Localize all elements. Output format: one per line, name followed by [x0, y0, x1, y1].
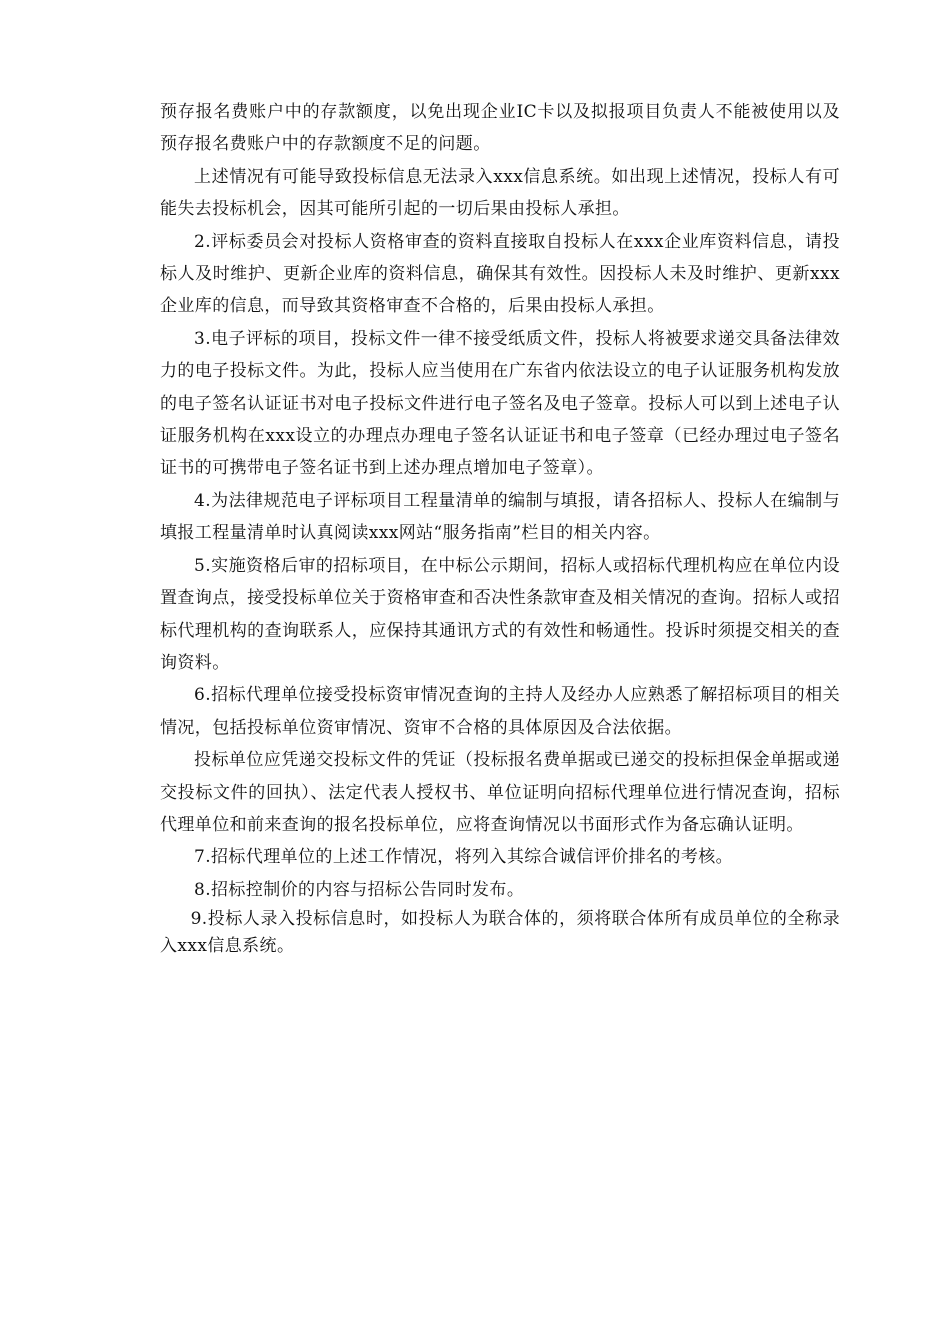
paragraph-item-6-detail: 投标单位应凭递交投标文件的凭证（投标报名费单据或已递交的投标担保金单据或递交投标文件的回执）、法定代表人授权书、单位证明向招标代理单位进行情况查询，招标代理单位和前来查询的报名投标单位，应将查询情况以书面形式作为备忘确认证明。: [160, 750, 840, 835]
paragraph-consequence: 上述情况有可能导致投标信息无法录入xxx信息系统。如出现上述情况，投标人有可能失去投标机会，因其可能所引起的一切后果由投标人承担。: [160, 166, 840, 220]
paragraph-item-9: 9.投标人录入投标信息时，如投标人为联合体的，须将联合体所有成员单位的全称录入xxx信息系统。: [160, 909, 840, 957]
paragraph-continuation: 预存报名费账户中的存款额度，以免出现企业IC卡以及拟报项目负责人不能被使用以及预存报名费账户中的存款额度不足的问题。: [160, 102, 840, 155]
paragraph-item-8: 8.招标控制价的内容与招标公告同时发布。: [194, 879, 525, 900]
paragraph-item-3: 3.电子评标的项目，投标文件一律不接受纸质文件，投标人将被要求递交具备法律效力的电子投标文件。为此，投标人应当使用在广东省内依法设立的电子认证服务机构发放的电子签名认证证书对电子投标文件进行电子签名及电子签章。投标人可以到上述电子认证服务机构在xxx设立的办理点办理电子签名认证证书和电子签章（已经办理过电子签名证书的可携带电子签名证书到上述办理点增加电子签章）。: [160, 328, 840, 479]
paragraph-item-2: 2.评标委员会对投标人资格审查的资料直接取自投标人在xxx企业库资料信息，请投标人及时维护、更新企业库的资料信息，确保其有效性。因投标人未及时维护、更新xxx企业库的信息，而导致其资格审查不合格的，后果由投标人承担。: [160, 231, 840, 317]
paragraph-item-5: 5.实施资格后审的招标项目，在中标公示期间，招标人或招标代理机构应在单位内设置查询点，接受投标单位关于资格审查和否决性条款审查及相关情况的查询。招标人或招标代理机构的查询联系人，应保持其通讯方式的有效性和畅通性。投诉时须提交相关的查询资料。: [160, 555, 840, 673]
paragraph-item-6: 6.招标代理单位接受投标资审情况查询的主持人及经办人应熟悉了解招标项目的相关情况，包括投标单位资审情况、资审不合格的具体原因及合法依据。: [160, 685, 840, 738]
paragraph-item-7: 7.招标代理单位的上述工作情况，将列入其综合诚信评价排名的考核。: [194, 847, 734, 868]
document-body: [160, 96, 840, 960]
paragraph-item-4: 4.为法律规范电子评标项目工程量清单的编制与填报，请各招标人、投标人在编制与填报工程量清单时认真阅读xxx网站“服务指南”栏目的相关内容。: [160, 490, 840, 544]
